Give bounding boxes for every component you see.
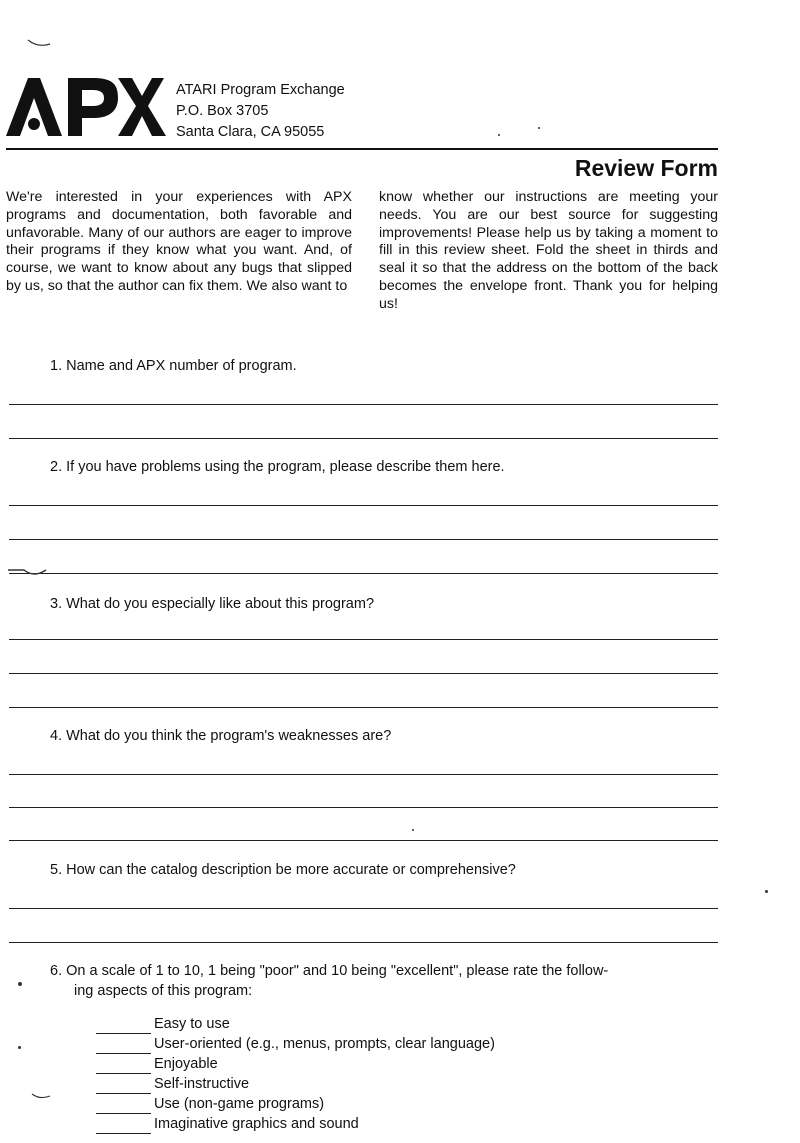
apx-logo: [6, 72, 166, 144]
question-6-line-2: ing aspects of this program:: [74, 983, 253, 999]
answer-line[interactable]: [9, 673, 718, 674]
page-title: Review Form: [574, 155, 718, 181]
scan-speck: [765, 890, 768, 893]
scan-speck: [498, 134, 500, 136]
answer-line[interactable]: [9, 539, 718, 540]
answer-line[interactable]: [9, 942, 718, 943]
question-2: 2. If you have problems using the program, please describe them here.: [50, 459, 505, 475]
intro-left-paragraph: We're interested in your experiences with APX programs and documentation, both favorable and unfavorable. Many of our authors are eager to improve their programs if they know what you want. And, of course, we want to know about any bugs that slipped by us, so that the author can fix them. We also want to: [6, 189, 352, 294]
rating-blank[interactable]: [96, 1119, 151, 1134]
rating-row-graphics-sound: [96, 1114, 359, 1134]
rating-blank[interactable]: [96, 1019, 151, 1034]
scan-speck: [18, 982, 22, 986]
answer-line[interactable]: [9, 908, 718, 909]
answer-line[interactable]: [9, 438, 718, 439]
rating-label: User-oriented (e.g., menus, prompts, clear language): [154, 1036, 495, 1052]
scan-speck: [538, 127, 540, 129]
rating-label: Enjoyable: [154, 1056, 218, 1072]
answer-line[interactable]: [9, 774, 718, 775]
rating-row-user-oriented: [96, 1034, 495, 1054]
answer-line[interactable]: [9, 840, 718, 841]
answer-line[interactable]: [9, 807, 718, 808]
answer-line[interactable]: [9, 404, 718, 405]
rating-row-enjoyable: [96, 1054, 218, 1074]
fold-mark: [26, 38, 52, 50]
intro-right-paragraph: know whether our instructions are meeting your needs. You are our best source for suggesting improvements! Please help us by taking a moment to fill in this review sheet. Fold the sheet in thirds and seal it so that the address on the bottom of the back becomes the envelope front. Thank you for helping us!: [379, 189, 718, 312]
question-5: 5. How can the catalog description be more accurate or comprehensive?: [50, 862, 516, 878]
rating-label: Self-instructive: [154, 1076, 250, 1092]
scan-speck: [412, 829, 414, 831]
answer-line[interactable]: [9, 573, 718, 574]
rating-blank[interactable]: [96, 1079, 151, 1094]
org-name: ATARI Program Exchange: [176, 82, 345, 98]
fold-mark: [30, 1092, 52, 1102]
intro-left-column: [6, 189, 352, 296]
rating-label: Easy to use: [154, 1016, 230, 1032]
scan-speck: [18, 1046, 21, 1049]
rating-label: Use (non-game programs): [154, 1096, 325, 1112]
fold-mark: [6, 564, 50, 580]
answer-line[interactable]: [9, 505, 718, 506]
rating-row-use: [96, 1094, 324, 1114]
question-4: 4. What do you think the program's weaknesses are?: [50, 728, 392, 744]
rating-row-easy-to-use: [96, 1014, 230, 1034]
question-1: 1. Name and APX number of program.: [50, 358, 297, 374]
rating-blank[interactable]: [96, 1059, 151, 1074]
question-3: 3. What do you especially like about this program?: [50, 596, 375, 612]
answer-line[interactable]: [9, 639, 718, 640]
intro-right-column: [379, 189, 718, 314]
rating-blank[interactable]: [96, 1099, 151, 1114]
city-address: Santa Clara, CA 95055: [176, 124, 325, 140]
rating-row-self-instructive: [96, 1074, 249, 1094]
po-box: P.O. Box 3705: [176, 103, 269, 119]
question-6-line-1: 6. On a scale of 1 to 10, 1 being "poor" and 10 being "excellent", please rate the follow-: [50, 963, 609, 979]
rating-label: Imaginative graphics and sound: [154, 1116, 359, 1132]
rating-blank[interactable]: [96, 1039, 151, 1054]
answer-line[interactable]: [9, 707, 718, 708]
header-rule: [6, 148, 718, 150]
